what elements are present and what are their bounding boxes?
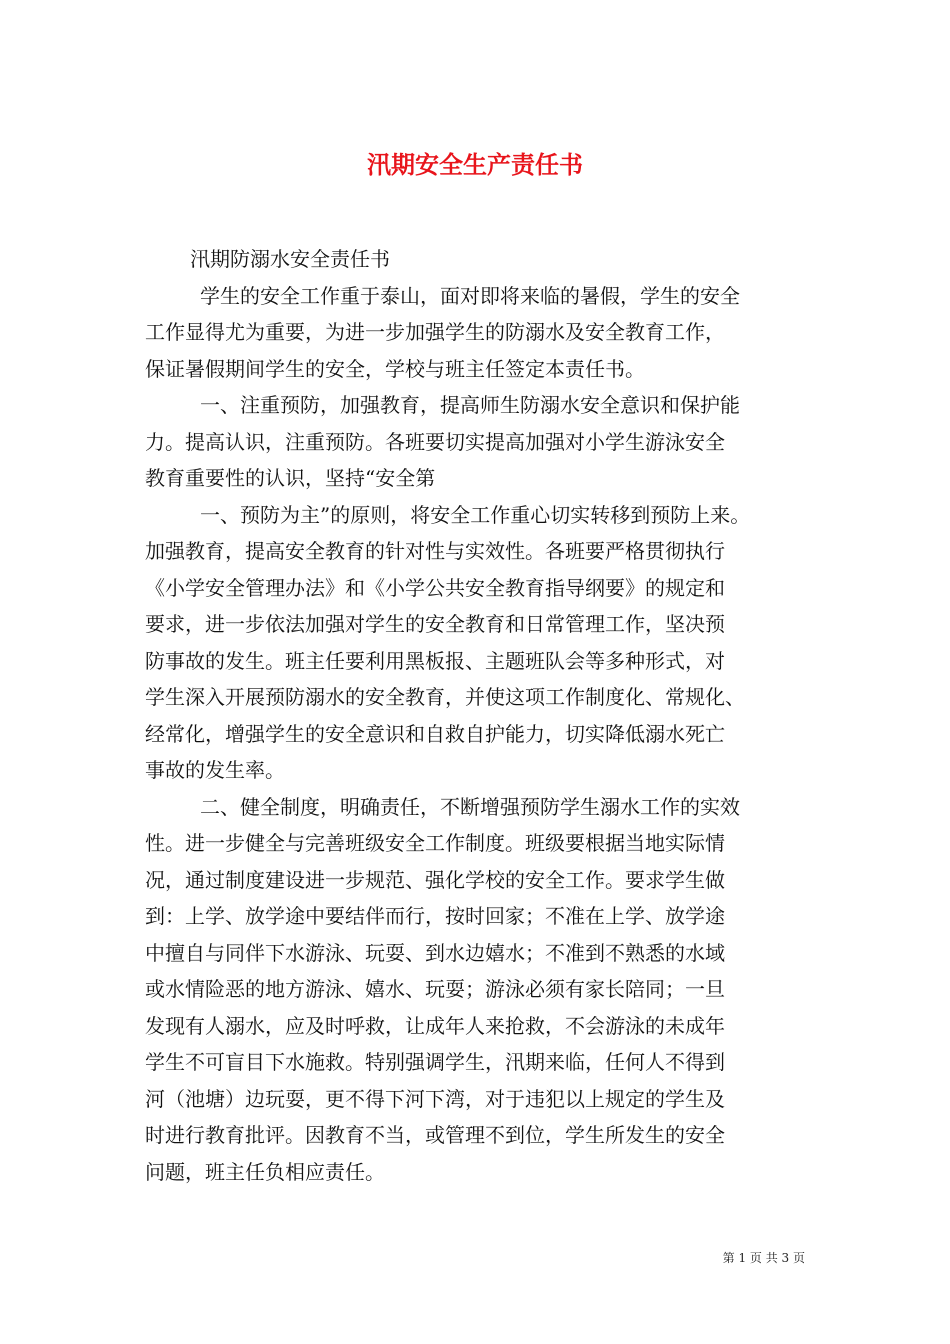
page-title: 汛期安全生产责任书 <box>367 150 583 180</box>
paragraph-line: 《小学安全管理办法》和《小学公共安全教育指导纲要》的规定和 <box>145 575 725 600</box>
paragraph-3 <box>145 497 820 789</box>
paragraph-line: 一、注重预防，加强教育，提高师生防溺水安全意识和保护能 <box>200 393 740 417</box>
paragraph-1 <box>145 278 820 388</box>
paragraph-line: 况，通过制度建设进一步规范、强化学校的安全工作。要求学生做 <box>145 867 725 892</box>
paragraph-line: 发现有人溺水，应及时呼救，让成年人来抢救，不会游泳的未成年 <box>145 1013 725 1038</box>
paragraph-line: 问题，班主任负相应责任。 <box>145 1159 385 1184</box>
paragraph-line: 中擅自与同伴下水游泳、玩耍、到水边嬉水；不准到不熟悉的水域 <box>145 940 725 965</box>
paragraph-line: 或水情险恶的地方游泳、嬉水、玩耍；游泳必须有家长陪同；一旦 <box>145 977 725 1001</box>
paragraph-line: 学生的安全工作重于泰山，面对即将来临的暑假，学生的安全 <box>200 283 740 308</box>
paragraph-4 <box>145 789 820 1191</box>
paragraph-line: 要求，进一步依法加强对学生的安全教育和日常管理工作，坚决预 <box>145 612 725 636</box>
paragraph-line: 教育重要性的认识，坚持“安全第 <box>145 466 436 490</box>
paragraph-line: 性。进一步健全与完善班级安全工作制度。班级要根据当地实际情 <box>145 831 725 855</box>
paragraph-line: 事故的发生率。 <box>145 758 285 782</box>
document-body <box>145 241 820 1190</box>
paragraph-line: 保证暑假期间学生的安全，学校与班主任签定本责任书。 <box>145 356 645 381</box>
paragraph-line: 学生深入开展预防溺水的安全教育，并使这项工作制度化、常规化、 <box>145 685 745 709</box>
paragraph-line: 加强教育，提高安全教育的针对性与实效性。各班要严格贯彻执行 <box>145 539 725 563</box>
paragraph-2 <box>145 387 820 497</box>
paragraph-line: 河（池塘）边玩耍，更不得下河下湾，对于违犯以上规定的学生及 <box>145 1086 725 1111</box>
page-number-footer: 第 1 页 共 3 页 <box>722 1251 805 1265</box>
document-subtitle: 汛期防溺水安全责任书 <box>190 247 390 271</box>
paragraph-line: 经常化，增强学生的安全意识和自救自护能力，切实降低溺水死亡 <box>145 721 725 746</box>
paragraph-line: 防事故的发生。班主任要利用黑板报、主题班队会等多种形式，对 <box>145 648 725 673</box>
paragraph-line: 时进行教育批评。因教育不当，或管理不到位，学生所发生的安全 <box>145 1123 725 1147</box>
paragraph-line: 力。提高认识，注重预防。各班要切实提高加强对小学生游泳安全 <box>145 429 725 454</box>
paragraph-line: 二、健全制度，明确责任，不断增强预防学生溺水工作的实效 <box>200 794 740 819</box>
paragraph-line: 一、预防为主”的原则，将安全工作重心切实转移到预防上来。 <box>200 502 751 527</box>
paragraph-line: 学生不可盲目下水施救。特别强调学生，汛期来临，任何人不得到 <box>145 1050 725 1074</box>
paragraph-line: 到：上学、放学途中要结伴而行，按时回家；不准在上学、放学途 <box>145 904 725 928</box>
paragraph-line: 工作显得尤为重要，为进一步加强学生的防溺水及安全教育工作， <box>145 320 725 344</box>
